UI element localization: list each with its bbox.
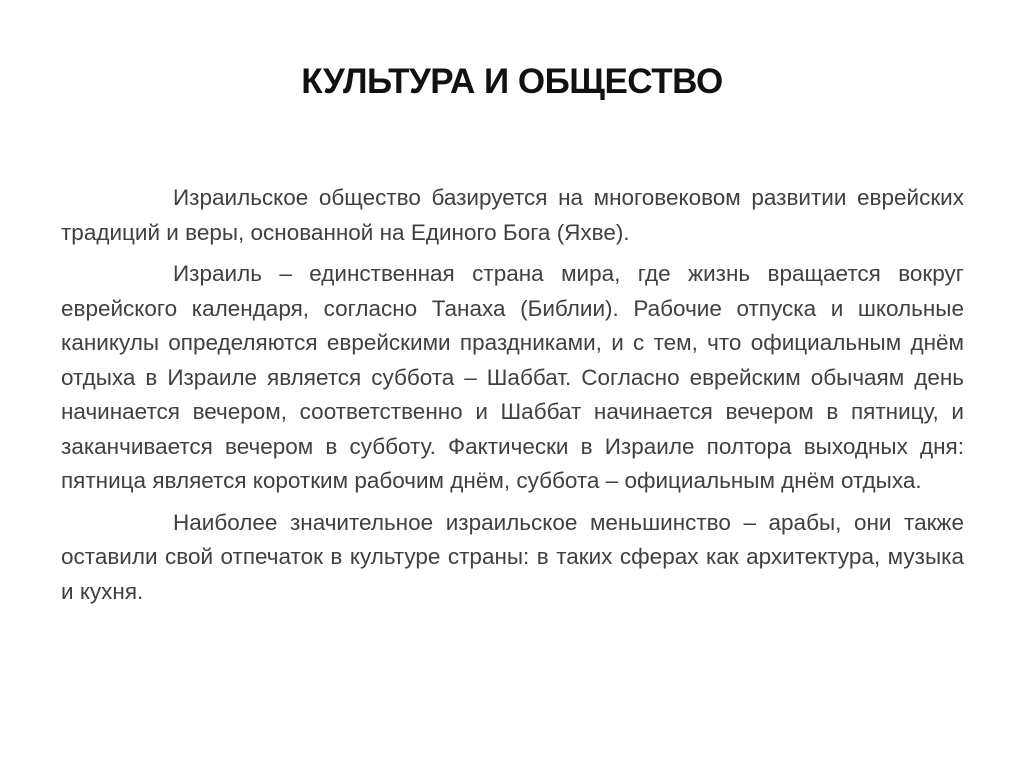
paragraph-society: Израильское общество базируется на многовековом развитии еврейских традиций и веры, основанной на Единого Бога (Яхве). [61,185,964,245]
paragraph-calendar: Израиль – единственная страна мира, где жизнь вращается вокруг еврейского календаря, согласно Танаха (Библии). Рабочие отпуска и школьные каникулы определяются еврейскими праздниками, и с тем, что официальным днём отдыха в Израиле является суббота – Шаббат. Согласно еврейским обычаям день начинается вечером, соответственно и Шаббат начинается вечером в пятницу, и заканчивается вечером в субботу. Фактически в Израиле полтора выходных дня: пятница является коротким рабочим днём, суббота – официальным днём отдыха. [61,261,964,493]
slide-body [61,181,964,616]
slide-title: КУЛЬТУРА И ОБЩЕСТВО [301,62,723,101]
paragraph-minority: Наиболее значительное израильское меньшинство – арабы, они также оставили свой отпечаток в культуре страны: в таких сферах как архитектура, музыка и кухня. [61,509,964,604]
